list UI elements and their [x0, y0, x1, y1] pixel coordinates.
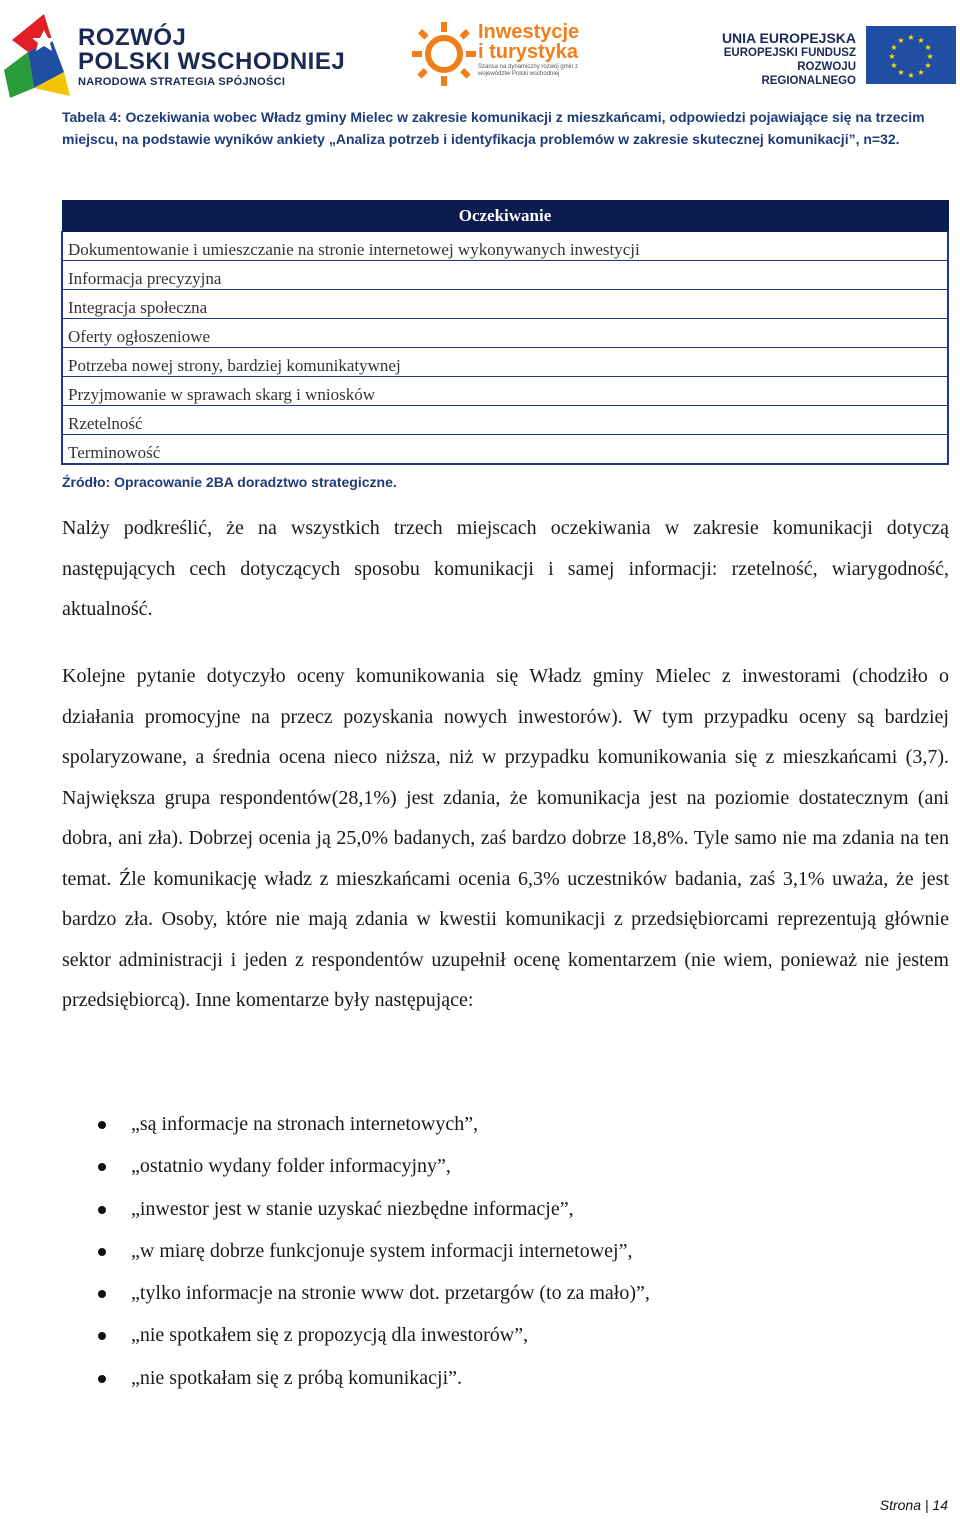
table-row: Oferty ogłoszeniowe	[62, 319, 948, 348]
eu-logo-line1: UNIA EUROPEJSKA	[721, 30, 856, 46]
iit-logo-line1: Inwestycje	[478, 21, 580, 43]
svg-text:★: ★	[897, 36, 905, 45]
page-header	[0, 0, 960, 105]
table-row: Integracja społeczna	[62, 290, 948, 319]
svg-text:★: ★	[890, 43, 898, 52]
svg-text:★: ★	[924, 61, 932, 70]
table-row: Przyjmowanie w sprawach skarg i wniosków	[62, 377, 948, 406]
list-item	[62, 1357, 949, 1399]
rpw-logo-line3: NARODOWA STRATEGIA SPÓJNOŚCI	[78, 76, 286, 88]
table-source: Źródło: Opracowanie 2BA doradztwo strategiczne.	[62, 474, 397, 490]
bullet-icon	[98, 1375, 106, 1383]
svg-text:★: ★	[907, 71, 915, 80]
bullet-icon	[98, 1163, 106, 1171]
list-item-text: „nie spotkałem się z propozycją dla inwestorów”,	[131, 1324, 529, 1347]
list-item-text: „są informacje na stronach internetowych”,	[131, 1113, 479, 1135]
inwestycje-logo-text	[478, 22, 588, 78]
bullet-icon	[98, 1248, 106, 1256]
list-item-text: „ostatnio wydany folder informacyjny”,	[131, 1155, 451, 1178]
list-item	[62, 1103, 949, 1145]
page-footer	[880, 1497, 948, 1513]
table-row: Rzetelność	[62, 406, 948, 435]
footer-label: Strona	[879, 1497, 921, 1513]
eu-logo-line3: ROZWOJU REGIONALNEGO	[761, 61, 856, 87]
table-header-expectation: Oczekiwanie	[62, 201, 948, 232]
table-row: Informacja precyzyjna	[62, 261, 948, 290]
table-row: Potrzeba nowej strony, bardziej komunikatywnej	[62, 348, 948, 377]
page-number: 14	[932, 1497, 948, 1513]
svg-text:★: ★	[888, 52, 896, 61]
list-item-text: „tylko informacje na stronie www dot. przetargów (to za mało)”,	[131, 1282, 650, 1305]
list-item-text: „w miarę dobrze funkcjonuje system informacji internetowej”,	[131, 1239, 633, 1262]
expectations-table	[61, 200, 949, 465]
bullet-icon	[98, 1206, 106, 1214]
list-item	[62, 1314, 949, 1356]
list-item	[62, 1230, 949, 1272]
eu-logo-text	[710, 30, 856, 88]
list-item	[62, 1272, 949, 1314]
list-item	[62, 1145, 949, 1187]
paragraph-summary: Nalży podkreślić, że na wszystkich trzech miejscach oczekiwania w zakresie komunikacji dotyczą następujących cech dotyczących sposobu komunikacji i samej informacji: rzetelność, wiarygodność, aktualność.	[62, 517, 949, 620]
bullet-icon	[98, 1290, 106, 1298]
table-caption: Tabela 4: Oczekiwania wobec Władz gminy Mielec w zakresie komunikacji z mieszkańcami, odpowiedzi pojawiające się na trzecim miejscu, na podstawie wyników ankiety „Analiza potrzeb i identyfikacja problemów w zakresie skutecznej komunikacji”, n=32.	[62, 109, 925, 147]
comments-list	[62, 1103, 949, 1399]
rpw-logo-line2: POLSKI WSCHODNIEJ	[78, 48, 346, 75]
list-item-text: „nie spotkałam się z próbą komunikacji”.	[131, 1366, 463, 1389]
rpw-logo-text	[78, 26, 345, 90]
table-row: Terminowość	[62, 435, 948, 465]
svg-text:★: ★	[890, 61, 898, 70]
footer-separator: |	[924, 1497, 929, 1513]
bullet-icon	[98, 1121, 106, 1129]
iit-logo-line2: i turystyka	[478, 41, 579, 63]
list-item-text: „inwestor jest w stanie uzyskać niezbędne informacje”,	[131, 1197, 574, 1220]
paragraph-investors: Kolejne pytanie dotyczyło oceny komunikowania się Władz gminy Mielec z inwestorami (chodziło o działania promocyjne na przecz pozyskania nowych inwestorów). W tym przypadku oceny są bardziej spolaryzowane, a średnia ocena nieco niższa, niż w przypadku komunikowania się z mieszkańcami (3,7). Największa grupa respondentów(28,1%) jest zdania, że komunikacja jest na poziomie dostatecznym (ani dobra, ani zła). Dobrzej ocenia ją 25,0% badanych, zaś bardzo dobrze 18,8%. Tyle samo nie ma zdania na ten temat. Źle komunikację władz z mieszkańcami ocenia 6,3% uczestników badania, zaś 3,1% uważa, że jest bardzo zła. Osoby, które nie mają zdania w kwestii komunikacji z przedsiębiorcami reprezentują głównie sektor administracji i jeden z respondentów uzupełnił ocenę komentarzem (nie wiem, ponieważ nie jestem przedsiębiorcą). Inne komentarze były następujące:	[62, 665, 949, 1011]
svg-text:★: ★	[926, 52, 934, 61]
list-item	[62, 1188, 949, 1230]
table-row: Dokumentowanie i umieszczanie na stronie internetowej wykonywanych inwestycji	[62, 232, 948, 261]
svg-text:★: ★	[924, 43, 932, 52]
svg-text:★: ★	[917, 36, 925, 45]
bullet-icon	[98, 1332, 106, 1340]
svg-text:★: ★	[897, 68, 905, 77]
svg-text:★: ★	[917, 68, 925, 77]
iit-logo-tagline: Szansa na dynamiczny rozwój gmin z województw Polski wschodniej	[478, 64, 579, 77]
rpw-logo-line1: ROZWÓJ	[78, 24, 187, 51]
svg-text:★: ★	[907, 33, 915, 42]
eu-flag-icon	[866, 26, 956, 84]
eu-logo-line2: EUROPEJSKI FUNDUSZ	[723, 47, 856, 59]
